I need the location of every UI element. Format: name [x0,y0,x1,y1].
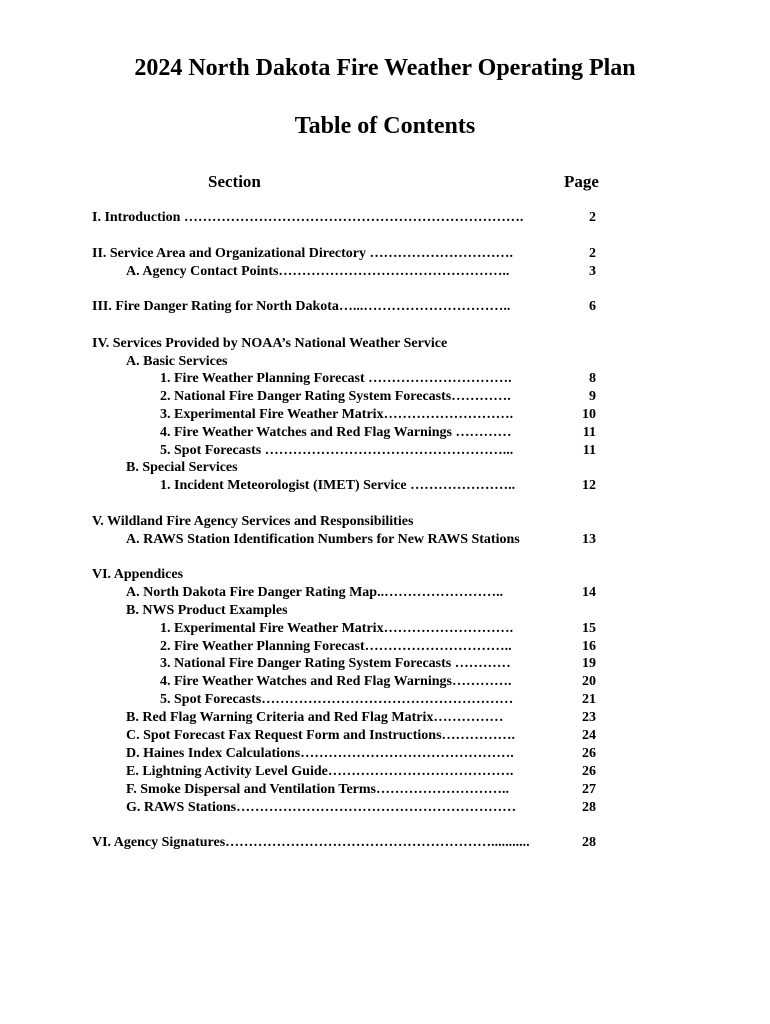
toc-entry [0,692,770,710]
toc-entry-label: IV. Services Provided by NOAA’s National Weather Service [92,336,448,351]
toc-entry-page-number: 10 [582,407,596,422]
toc-entry-label: 2. Fire Weather Planning Forecast………………………….. [160,639,512,654]
toc-entry [0,782,770,800]
toc-entry [0,425,770,443]
toc-entry-label: II. Service Area and Organizational Directory …………………………. [92,246,513,261]
toc-entry [0,585,770,603]
toc-entry-page-number: 26 [582,764,596,779]
toc-entry-label: A. Agency Contact Points………………………………………….. [126,264,510,279]
toc-entry [0,800,770,818]
toc-entry-page-number: 9 [589,389,596,404]
toc-heading: Table of Contents [294,113,476,139]
toc-entry-page-number: 13 [582,532,596,547]
toc-entry [0,299,770,317]
toc-entry [0,746,770,764]
toc-entry-page-number: 2 [589,246,596,261]
toc-entry [0,389,770,407]
toc-entry-label: I. Introduction ………………………………………………………………. [92,210,524,225]
toc-entry-label: 3. Experimental Fire Weather Matrix………………………. [160,407,514,422]
toc-entry [0,728,770,746]
document-title: 2024 North Dakota Fire Weather Operating Plan [134,55,636,81]
toc-entry [0,639,770,657]
toc-entry-page-number: 26 [582,746,596,761]
toc-entry-label: A. Basic Services [126,354,228,369]
toc-entry [0,567,770,585]
toc-entry [0,603,770,621]
page-column-header: Page [564,172,599,191]
toc-entry [0,835,770,853]
toc-entry-label: C. Spot Forecast Fax Request Form and Instructions……………. [126,728,516,743]
toc-entry-page-number: 28 [582,800,596,815]
toc-entry-label: F. Smoke Dispersal and Ventilation Terms……………………….. [126,782,509,797]
toc-entry-page-number: 21 [582,692,596,707]
toc-entry-page-number: 27 [582,782,596,797]
toc-entry [0,621,770,639]
toc-entry [0,460,770,478]
toc-entry-page-number: 28 [582,835,596,850]
toc-entry-label: 4. Fire Weather Watches and Red Flag Warnings…………. [160,674,512,689]
toc-entry-page-number: 11 [582,425,596,440]
toc-entry-page-number: 15 [582,621,596,636]
toc-entry [0,407,770,425]
toc-entry [0,371,770,389]
toc-entry [0,443,770,461]
toc-entry-page-number: 19 [582,656,596,671]
toc-entry-label: 5. Spot Forecasts ……………………………………………... [160,443,514,458]
toc-entry-page-number: 8 [589,371,596,386]
toc-entry [0,264,770,282]
toc-entry-label: 2. National Fire Danger Rating System Forecasts…………. [160,389,511,404]
toc-entry [0,710,770,728]
toc-entry [0,478,770,496]
toc-entry-label: 4. Fire Weather Watches and Red Flag Warnings ………… [160,425,512,440]
toc-entry-page-number: 14 [582,585,596,600]
toc-entry-label: A. North Dakota Fire Danger Rating Map..…………………….. [126,585,504,600]
toc-entry-label: 3. National Fire Danger Rating System Forecasts ………… [160,656,511,671]
toc-entry-page-number: 6 [589,299,596,314]
toc-entry [0,336,770,354]
toc-entry-label: VI. Agency Signatures…………………………………………………........... [92,835,530,850]
toc-entry-page-number: 11 [582,443,596,458]
toc-entry [0,532,770,550]
toc-entry-page-number: 16 [582,639,596,654]
toc-entry [0,210,770,228]
toc-entry-label: 5. Spot Forecasts……………………………………………… [160,692,514,707]
toc-entry [0,764,770,782]
toc-entry-label: D. Haines Index Calculations………………………………………. [126,746,514,761]
toc-entry [0,674,770,692]
toc-entry-page-number: 2 [589,210,596,225]
toc-entry-label: V. Wildland Fire Agency Services and Responsibilities [92,514,414,529]
toc-entry-label: 1. Incident Meteorologist (IMET) Service ………………….. [160,478,516,493]
toc-entry-label: 1. Experimental Fire Weather Matrix………………………. [160,621,514,636]
toc-entry-label: A. RAWS Station Identification Numbers for New RAWS Stations [126,532,520,547]
toc-entry-label: 1. Fire Weather Planning Forecast …………………………. [160,371,512,386]
toc-entry [0,656,770,674]
toc-entry-page-number: 20 [582,674,596,689]
toc-entry-page-number: 3 [589,264,596,279]
toc-entry [0,246,770,264]
toc-entry-label: B. Red Flag Warning Criteria and Red Flag Matrix…………… [126,710,504,725]
toc-entry-page-number: 23 [582,710,596,725]
toc-entry-page-number: 24 [582,728,596,743]
section-column-header: Section [208,172,261,191]
toc-entry-label: III. Fire Danger Rating for North Dakota…...………………………….. [92,299,511,314]
toc-entry-label: B. NWS Product Examples [126,603,288,618]
toc-entry-label: B. Special Services [126,460,238,475]
toc-entry [0,354,770,372]
toc-entry-label: E. Lightning Activity Level Guide…………………………………. [126,764,514,779]
toc-entry-page-number: 12 [582,478,596,493]
toc-entry-label: G. RAWS Stations…………………………………………………… [126,800,517,815]
toc-entry [0,514,770,532]
toc-entry-label: VI. Appendices [92,567,184,582]
